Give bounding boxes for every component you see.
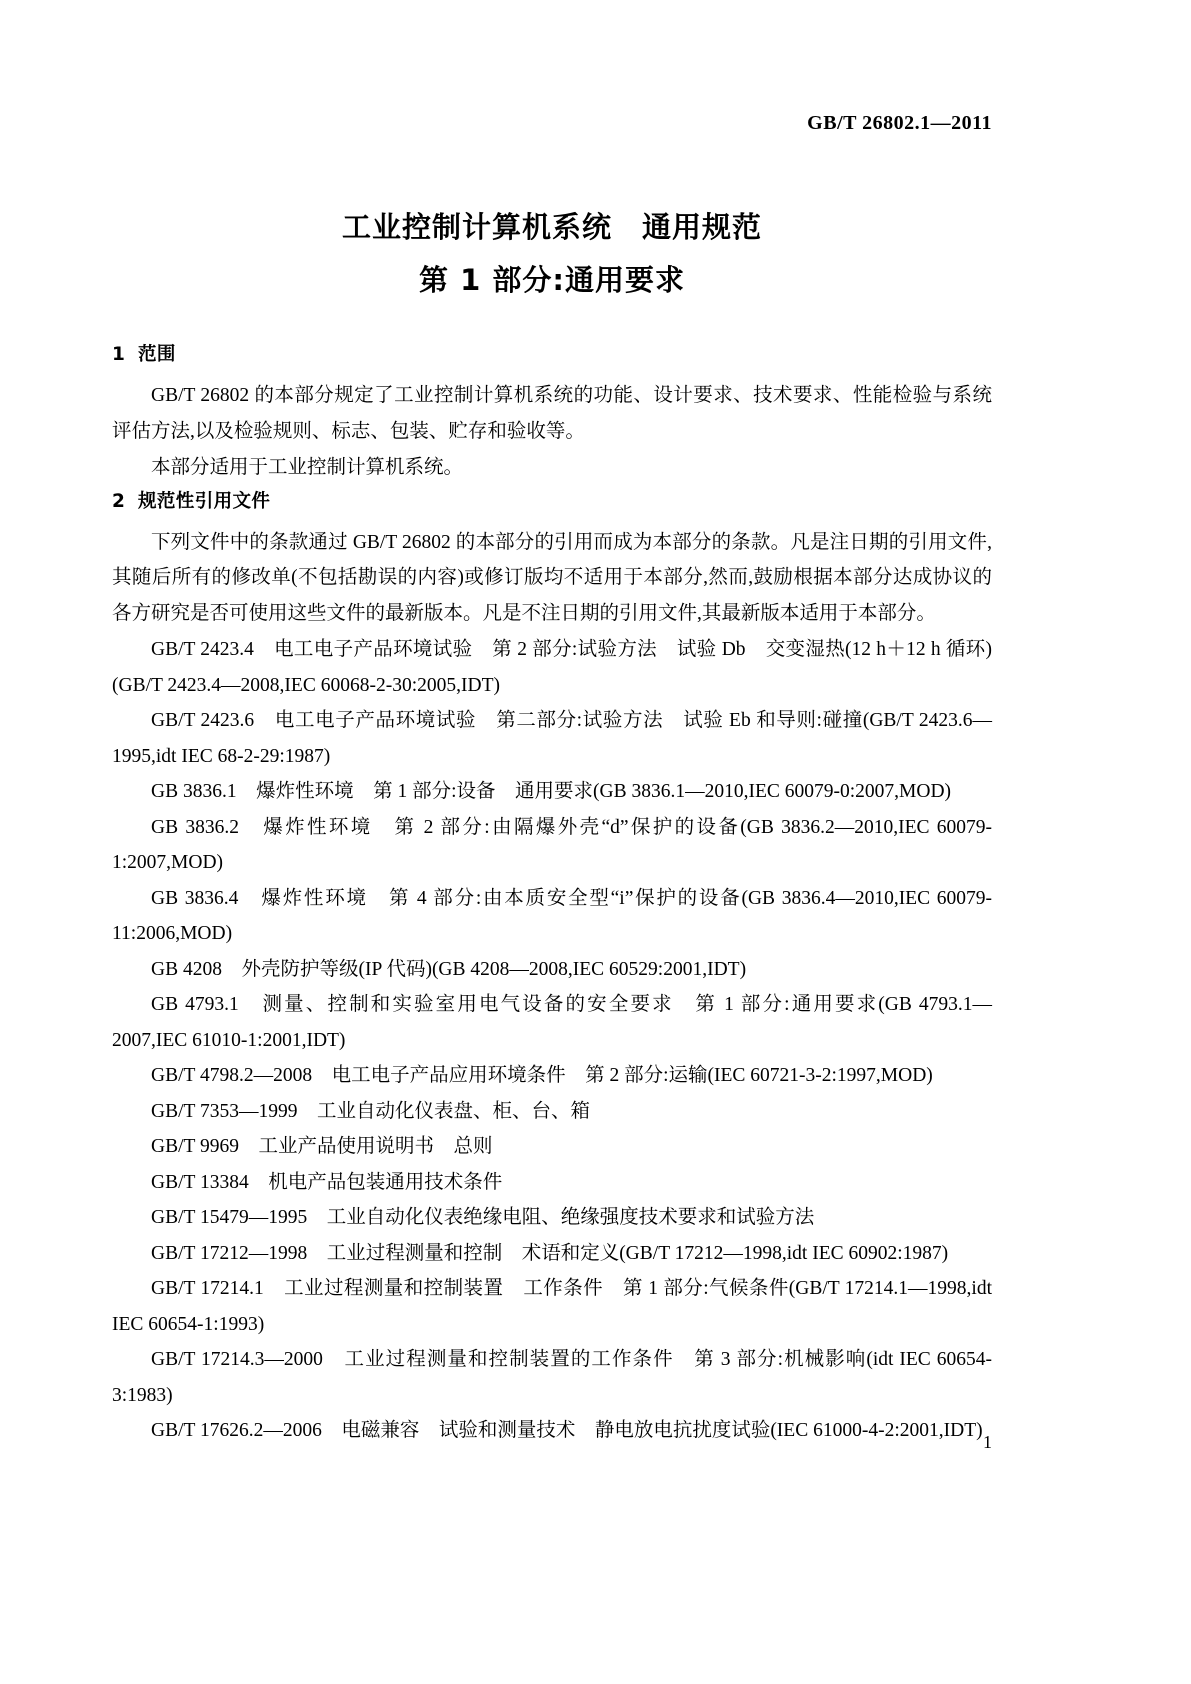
page-title <box>112 204 992 303</box>
title-sub-line: 第 1 部分:通用要求 <box>419 263 685 297</box>
reference-entry: GB/T 17212—1998 工业过程测量和控制 术语和定义(GB/T 17212—1998,idt IEC 60902:1987) <box>151 1242 949 1264</box>
reference-entry: GB/T 17214.3—2000 工业过程测量和控制装置的工作条件 第 3 部分:机械影响(idt IEC 60654-3:1983) <box>112 1349 992 1406</box>
reference-entry: GB 3836.2 爆炸性环境 第 2 部分:由隔爆外壳“d”保护的设备(GB 3836.2—2010,IEC 60079-1:2007,MOD) <box>112 816 992 873</box>
reference-entry: GB/T 4798.2—2008 电工电子产品应用环境条件 第 2 部分:运输(IEC 60721-3-2:1997,MOD) <box>151 1065 933 1086</box>
reference-entry: GB 3836.4 爆炸性环境 第 4 部分:由本质安全型“i”保护的设备(GB 3836.4—2010,IEC 60079-11:2006,MOD) <box>112 887 992 944</box>
reference-entry: GB/T 7353—1999 工业自动化仪表盘、柜、台、箱 <box>151 1100 590 1122</box>
title-main-line: 工业控制计算机系统 通用规范 <box>341 210 762 244</box>
reference-entry: GB 3836.1 爆炸性环境 第 1 部分:设备 通用要求(GB 3836.1—2010,IEC 60079-0:2007,MOD) <box>151 781 952 802</box>
reference-entry: GB 4793.1 测量、控制和实验室用电气设备的安全要求 第 1 部分:通用要求(GB 4793.1—2007,IEC 61010-1:2001,IDT) <box>112 994 992 1051</box>
document-body <box>112 340 992 1449</box>
reference-entry: GB/T 13384 机电产品包装通用技术条件 <box>151 1171 503 1193</box>
reference-entry: GB/T 9969 工业产品使用说明书 总则 <box>151 1136 493 1157</box>
clause-number-2: 2 <box>112 490 126 512</box>
clause-heading-1 <box>112 340 992 366</box>
standard-number: GB/T 26802.1—2011 <box>807 112 992 134</box>
clause-1-paragraph-1: GB/T 26802 的本部分规定了工业控制计算机系统的功能、设计要求、技术要求、性能检验与系统评估方法,以及检验规则、标志、包装、贮存和验收等。 <box>112 385 992 442</box>
reference-entry: GB/T 17214.1 工业过程测量和控制装置 工作条件 第 1 部分:气候条件(GB/T 17214.1—1998,idt IEC 60654-1:1993) <box>112 1278 992 1335</box>
page-number <box>112 1432 992 1453</box>
running-header <box>112 112 992 135</box>
reference-entry: GB 4208 外壳防护等级(IP 代码)(GB 4208—2008,IEC 60529:2001,IDT) <box>151 958 747 980</box>
clause-title-2: 规范性引用文件 <box>138 490 271 512</box>
reference-entry: GB/T 2423.4 电工电子产品环境试验 第 2 部分:试验方法 试验 Db 交变湿热(12 h＋12 h 循环)(GB/T 2423.4—2008,IEC 60068-2-30:2005,IDT) <box>112 639 992 696</box>
clause-title-1: 范围 <box>138 344 176 365</box>
reference-entry: GB/T 2423.6 电工电子产品环境试验 第二部分:试验方法 试验 Eb 和导则:碰撞(GB/T 2423.6—1995,idt IEC 68-2-29:1987) <box>112 710 992 767</box>
reference-entry: GB/T 15479—1995 工业自动化仪表绝缘电阻、绝缘强度技术要求和试验方法 <box>151 1207 815 1228</box>
page-number-value: 1 <box>983 1432 992 1452</box>
clause-1-paragraph-2: 本部分适用于工业控制计算机系统。 <box>151 457 464 478</box>
clause-number-1: 1 <box>112 344 126 365</box>
reference-entry: GB/T 17626.2—2006 电磁兼容 试验和测量技术 静电放电抗扰度试验(IEC 61000-4-2:2001,IDT) <box>151 1420 983 1441</box>
clause-2-paragraph-1: 下列文件中的条款通过 GB/T 26802 的本部分的引用而成为本部分的条款。凡是注日期的引用文件,其随后所有的修改单(不包括勘误的内容)或修订版均不适用于本部分,然而,鼓励根据本部分达成协议的各方研究是否可使用这些文件的最新版本。凡是不注日期的引用文件,其最新版本适用于本部分。 <box>112 531 992 624</box>
clause-heading-2 <box>112 487 992 513</box>
